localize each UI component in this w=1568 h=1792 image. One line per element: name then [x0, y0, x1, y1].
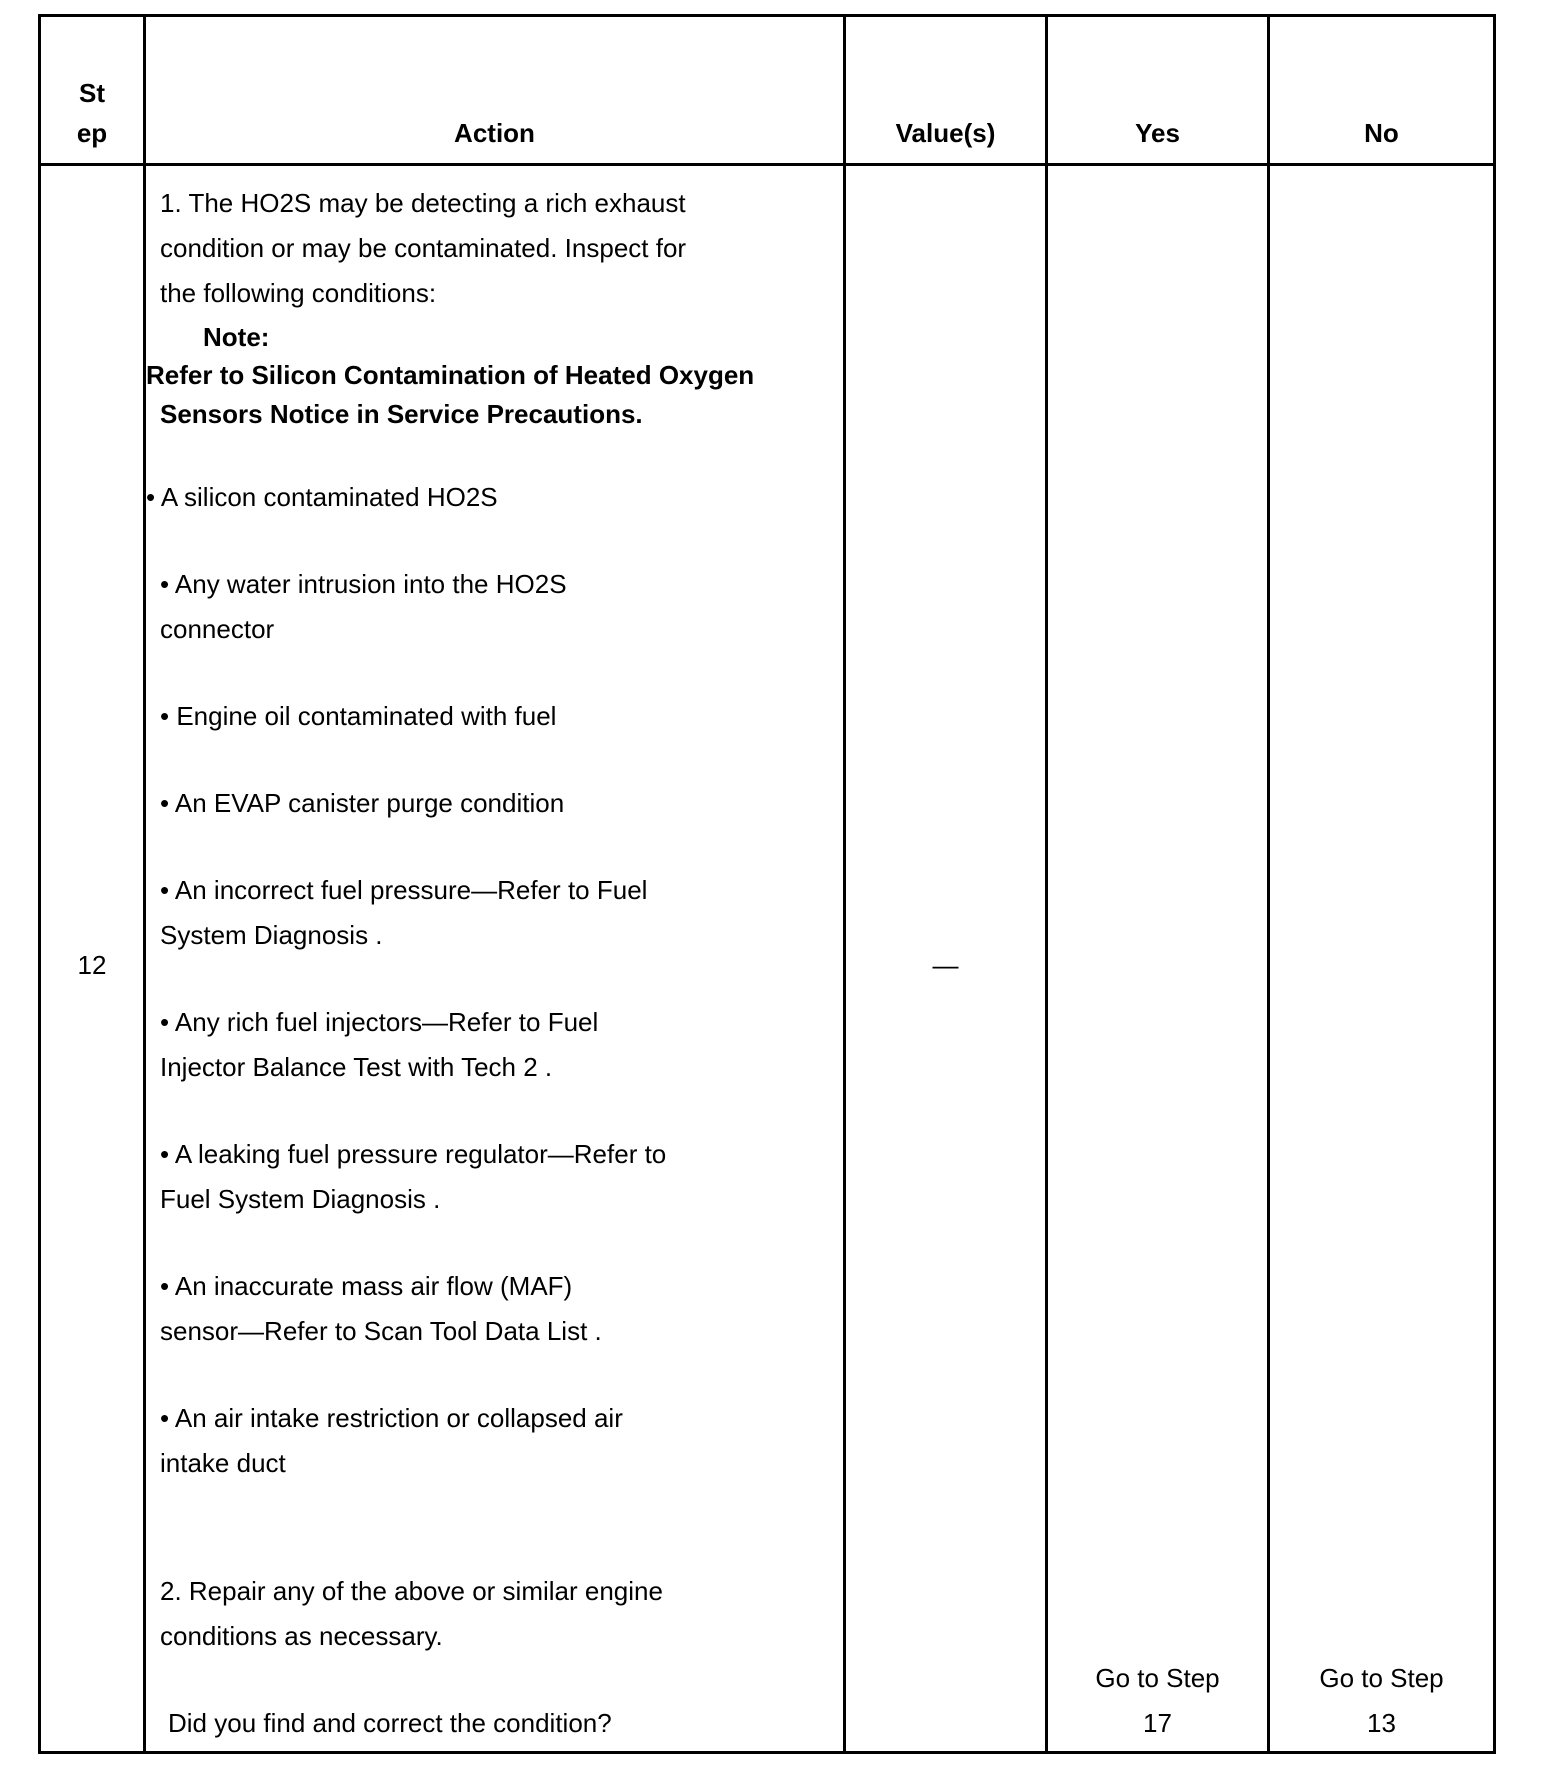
list-item: • An inaccurate mass air flow (MAF) [160, 1271, 573, 1301]
header-action: Action [454, 118, 535, 148]
action-text-line: 1. The HO2S may be detecting a rich exhaust [160, 188, 686, 218]
column-divider [843, 17, 846, 1751]
list-item: • Any rich fuel injectors—Refer to Fuel [160, 1007, 599, 1037]
list-item-continuation: Injector Balance Test with Tech 2 . [160, 1052, 553, 1082]
no-text-line: 13 [1367, 1708, 1396, 1738]
column-divider [1267, 17, 1270, 1751]
header-step-line: ep [76, 118, 108, 148]
list-item-continuation: connector [160, 614, 275, 644]
note-label: Note: [203, 322, 270, 352]
step-number: 12 [77, 950, 107, 980]
list-item: • Any water intrusion into the HO2S [160, 569, 567, 599]
question-text: Did you find and correct the condition? [168, 1708, 612, 1738]
yes-text-line: Go to Step [1095, 1663, 1220, 1693]
column-divider [1045, 17, 1048, 1751]
action-text-line: conditions as necessary. [160, 1621, 443, 1651]
column-divider [143, 17, 146, 1751]
header-no: No [1364, 118, 1399, 148]
list-item: • An EVAP canister purge condition [160, 788, 565, 818]
action-text-line: condition or may be contaminated. Inspect for [160, 233, 687, 263]
list-item-continuation: intake duct [160, 1448, 286, 1478]
action-text-line: 2. Repair any of the above or similar engine [160, 1576, 663, 1606]
list-item-continuation: sensor—Refer to Scan Tool Data List . [160, 1316, 602, 1346]
list-item-continuation: Fuel System Diagnosis . [160, 1184, 441, 1214]
header-divider [41, 163, 1493, 166]
yes-text-line: 17 [1143, 1708, 1172, 1738]
diagnostic-table [38, 14, 1496, 1754]
note-text-line: Refer to Silicon Contamination of Heated Oxygen [146, 360, 755, 390]
list-item-continuation: System Diagnosis . [160, 920, 383, 950]
action-text-line: the following conditions: [160, 278, 437, 308]
list-item: • Engine oil contaminated with fuel [160, 701, 557, 731]
list-item: • A silicon contaminated HO2S [146, 482, 498, 512]
header-step-line: St [79, 78, 105, 108]
no-text-line: Go to Step [1319, 1663, 1444, 1693]
note-text-line: Sensors Notice in Service Precautions. [160, 399, 643, 429]
list-item: • An incorrect fuel pressure—Refer to Fuel [160, 875, 648, 905]
value-cell: — [932, 950, 959, 980]
header-values: Value(s) [895, 118, 996, 148]
header-yes: Yes [1135, 118, 1180, 148]
header-step [41, 73, 143, 153]
list-item: • An air intake restriction or collapsed air [160, 1403, 623, 1433]
list-item: • A leaking fuel pressure regulator—Refer to [160, 1139, 667, 1169]
